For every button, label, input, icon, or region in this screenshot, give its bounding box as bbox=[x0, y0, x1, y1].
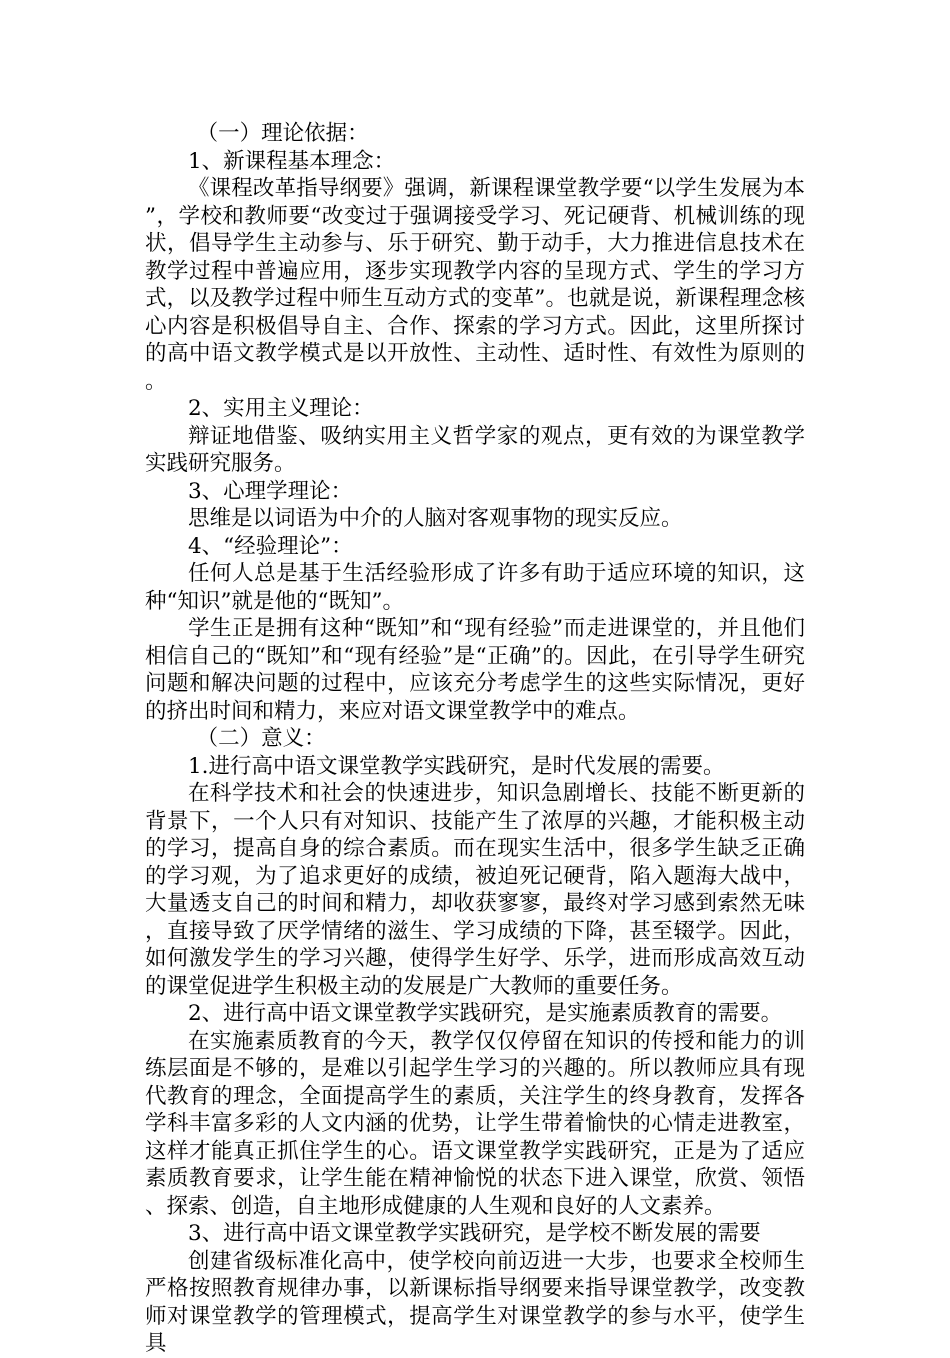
paragraph-experience-2: 学生正是拥有这种“既知”和“现有经验”而走进课堂的，并且他们相信自己的“既知”和“现有经验”是“正确”的。因此，在引导学生研究问题和解决问题的过程中，应该充分考虑学生的这些实际情况，更好的挤出时间和精力，来应对语文课堂教学中的难点。 bbox=[145, 616, 805, 724]
section-heading-theory: （一）理论依据： bbox=[196, 121, 369, 146]
section-heading-significance: （二）意义： bbox=[196, 726, 326, 751]
paragraph-curriculum-outline: 《课程改革指导纲要》强调，新课程课堂教学要“以学生发展为本”，学校和教师要“改变过于强调接受学习、死记硬背、机械训练的现状，倡导学生主动参与、乐于研究、勤于动手，大力推进信息技术在教学过程中普遍应用，逐步实现教学内容的呈现方式、学生的学习方式，以及教学过程中师生互动方式的变革”。也就是说，新课程理念核心内容是积极倡导自主、合作、探索的学习方式。因此，这里所探讨的高中语文教学模式是以开放性、主动性、适时性、有效性为原则的。 bbox=[145, 176, 805, 394]
subheading-pragmatism: 2、实用主义理论： bbox=[188, 396, 374, 421]
paragraph-quality-education: 在实施素质教育的今天，教学仅仅停留在知识的传授和能力的训练层面是不够的，是难以引起学生学习的兴趣的。所以教师应具有现代教育的理念，全面提高学生的素质，关注学生的终身教育，发挥各学科丰富多彩的人文内涵的优势，让学生带着愉快的心情走进教室，这样才能真正抓住学生的心。语文课堂教学实践研究，正是为了适应素质教育要求，让学生能在精神愉悦的状态下进入课堂，欣赏、领悟、探索、创造，自主地形成健康的人生观和良好的人文素养。 bbox=[145, 1028, 805, 1219]
paragraph-pragmatism: 辩证地借鉴、吸纳实用主义哲学家的观点，更有效的为课堂教学实践研究服务。 bbox=[145, 423, 805, 476]
subheading-era-needs: 1.进行高中语文课堂教学实践研究，是时代发展的需要。 bbox=[188, 753, 725, 779]
paragraph-era-needs: 在科学技术和社会的快速进步，知识急剧增长、技能不断更新的背景下，一个人只有对知识、技能产生了浓厚的兴趣，才能积极主动的学习，提高自身的综合素质。而在现实生活中，很多学生缺乏正确的学习观，为了追求更好的成绩，被迫死记硬背，陷入题海大战中，大量透支自己的时间和精力，却收获寥寥，最终对学习感到索然无味，直接导致了厌学情绪的滋生、学习成绩的下降，甚至辍学。因此，如何激发学生的学习兴趣，使得学生好学、乐学，进而形成高效互动的课堂促进学生积极主动的发展是广大教师的重要任务。 bbox=[145, 781, 805, 999]
document-body bbox=[145, 120, 805, 1358]
paragraph-school-development: 创建省级标准化高中，使学校向前迈进一大步，也要求全校师生严格按照教育规律办事，以新课标指导纲要来指导课堂教学，改变教师对课堂教学的管理模式，提高学生对课堂教学的参与水平，使学生具 bbox=[145, 1248, 805, 1356]
subheading-experience: 4、“经验理论”： bbox=[188, 533, 353, 559]
subheading-quality-education: 2、进行高中语文课堂教学实践研究，是实施素质教育的需要。 bbox=[188, 1001, 783, 1026]
subheading-new-curriculum: 1、新课程基本理念： bbox=[188, 148, 396, 174]
subheading-psychology: 3、心理学理论： bbox=[188, 478, 353, 504]
paragraph-experience-1: 任何人总是基于生活经验形成了许多有助于适应环境的知识，这种“知识”就是他的“既知”。 bbox=[145, 561, 805, 614]
paragraph-psychology: 思维是以词语为中介的人脑对客观事物的现实反应。 bbox=[188, 506, 683, 531]
subheading-school-development: 3、进行高中语文课堂教学实践研究，是学校不断发展的需要 bbox=[188, 1221, 761, 1246]
